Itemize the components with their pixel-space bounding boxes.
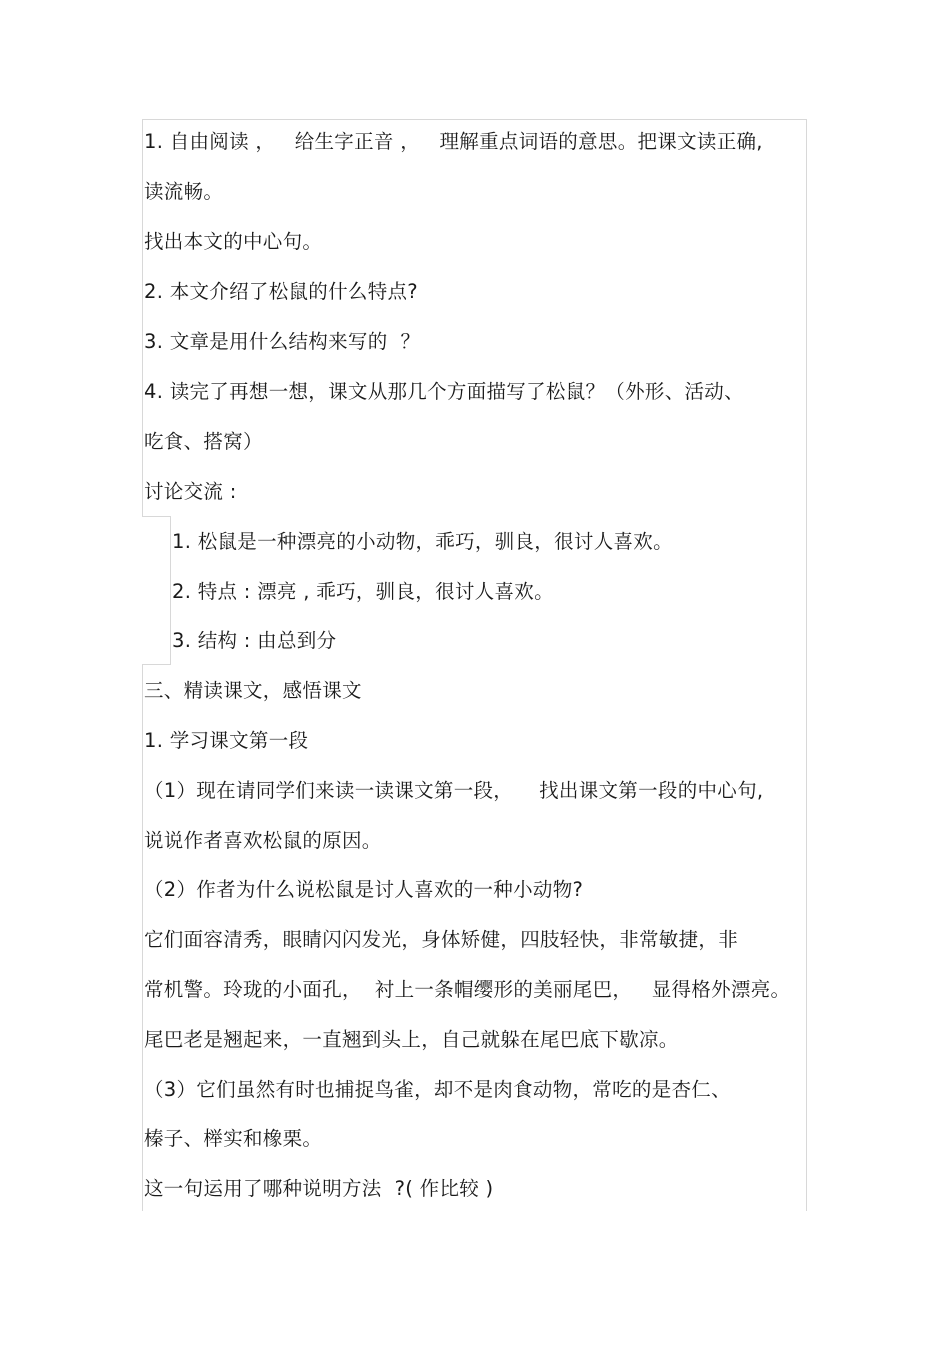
text-line: 说说作者喜欢松鼠的原因。: [144, 829, 382, 852]
text-line: （2）作者为什么说松鼠是讨人喜欢的一种小动物?: [144, 878, 584, 901]
text-line: 2. 特点 : 漂亮 , 乖巧，驯良，很讨人喜欢。: [172, 580, 554, 603]
discussion-bracket: [142, 516, 171, 665]
text-line: （1）现在请同学们来读一读课文第一段， 找出课文第一段的中心句,: [144, 779, 764, 802]
text-line: （3）它们虽然有时也捕捉鸟雀，却不是肉食动物，常吃的是杏仁、: [144, 1078, 731, 1101]
text-line: 榛子、榉实和橡栗。: [144, 1127, 323, 1150]
text-line: 4. 读完了再想一想，课文从那几个方面描写了松鼠？（外形、活动、: [144, 380, 744, 403]
text-line: 讨论交流 :: [144, 480, 237, 503]
text-line: 3. 文章是用什么结构来写的 ？: [144, 330, 421, 353]
text-line: 找出本文的中心句。: [144, 230, 323, 253]
text-line: 尾巴老是翘起来，一直翘到头上，自己就躲在尾巴底下歇凉。: [144, 1028, 679, 1051]
text-line: 1. 松鼠是一种漂亮的小动物，乖巧，驯良，很讨人喜欢。: [172, 530, 673, 553]
text-line: 读流畅。: [144, 180, 224, 203]
text-line: 这一句运用了哪种说明方法 ?( 作比较 ): [144, 1177, 494, 1200]
section-heading: 三、精读课文，感悟课文: [144, 679, 362, 702]
text-line: 1. 学习课文第一段: [144, 729, 309, 752]
text-line: 它们面容清秀，眼睛闪闪发光，身体矫健，四肢轻快，非常敏捷，非: [144, 928, 739, 951]
text-line: 1. 自由阅读 ， 给生字正音 ， 理解重点词语的意思。把课文读正确,: [144, 130, 763, 153]
text-line: 2. 本文介绍了松鼠的什么特点?: [144, 280, 418, 303]
text-line: 3. 结构 : 由总到分: [172, 629, 337, 652]
text-line: 吃食、搭窝）: [144, 430, 263, 453]
text-line: 常机警。玲珑的小面孔， 衬上一条帽缨形的美丽尾巴， 显得格外漂亮。: [144, 978, 791, 1001]
